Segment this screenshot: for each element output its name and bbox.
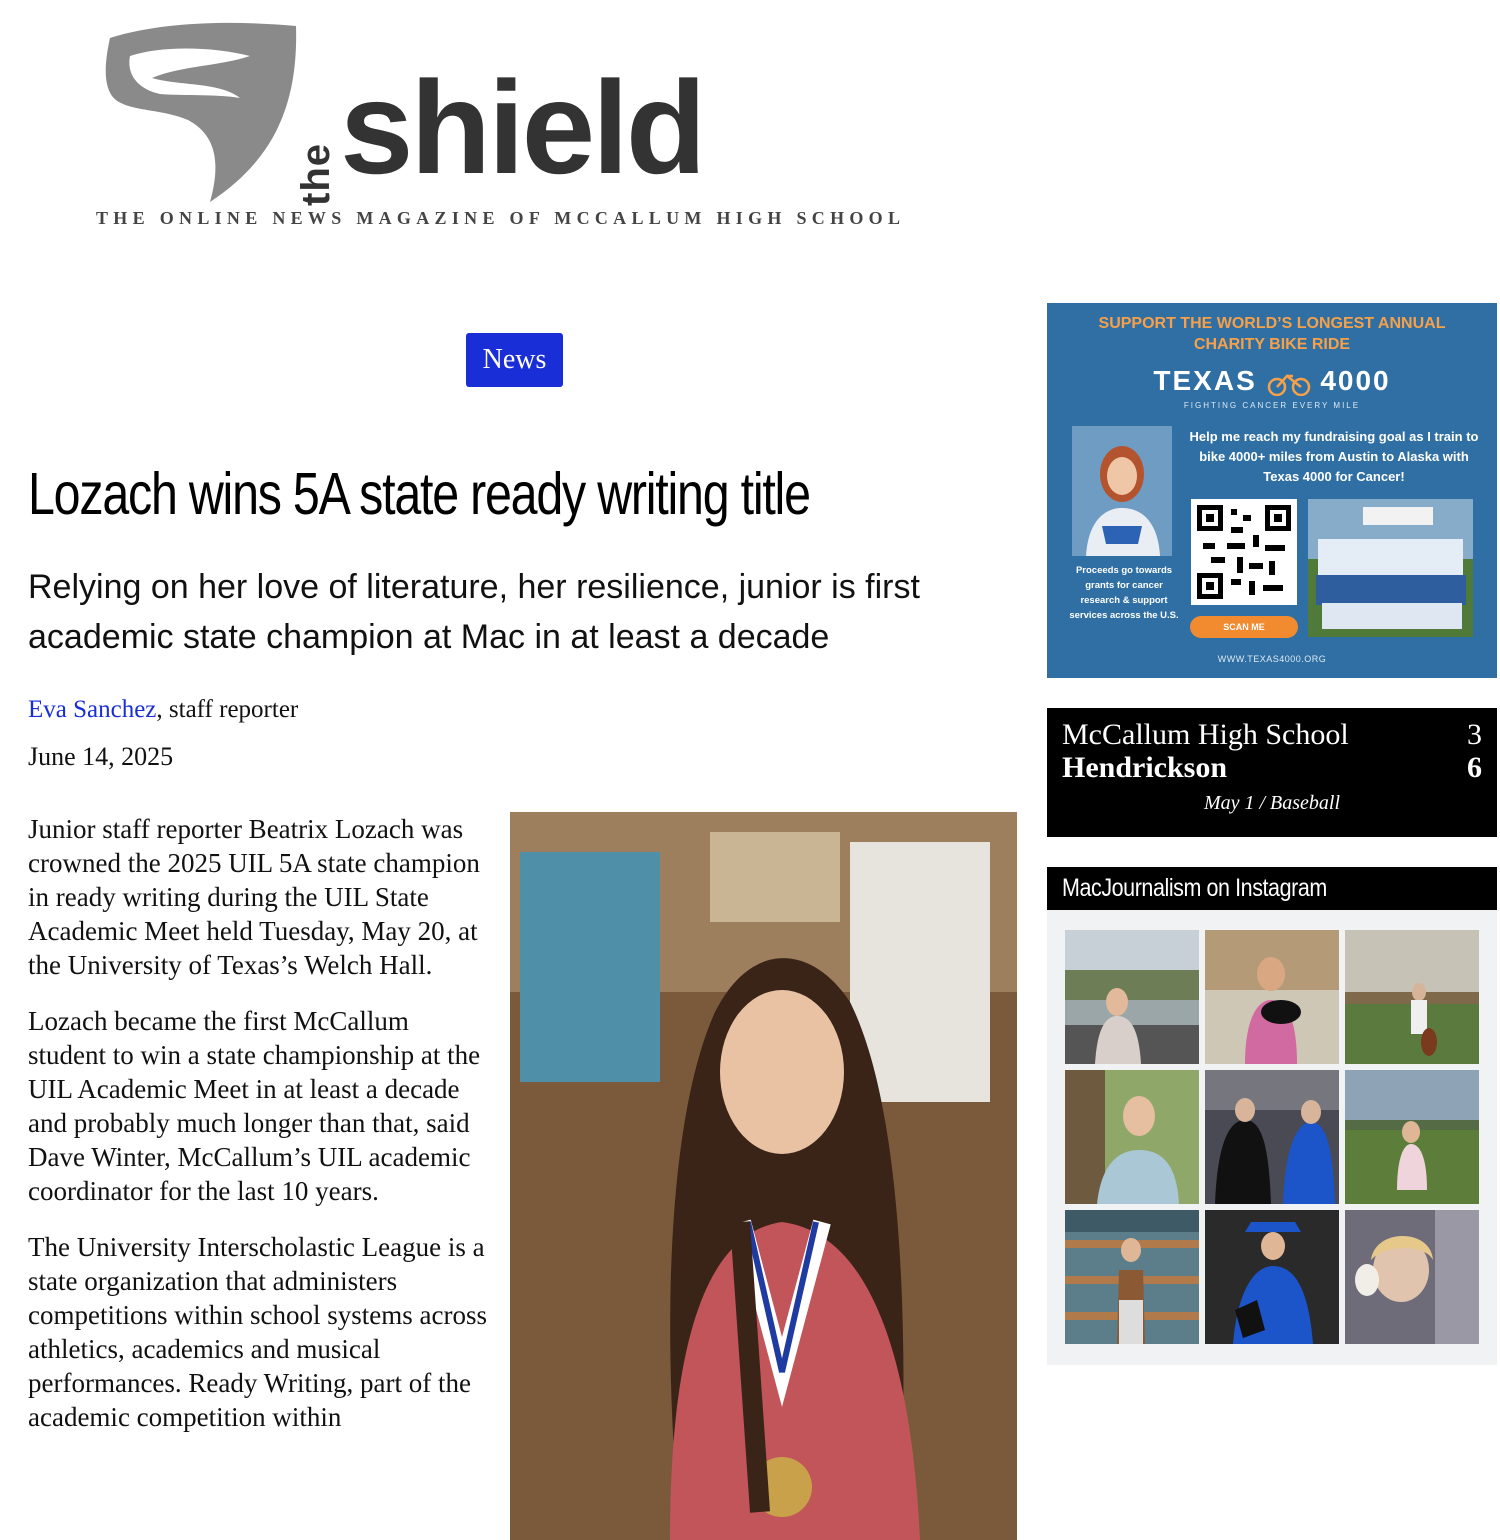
instagram-post[interactable] [1345, 930, 1479, 1064]
ad-rider-photo [1072, 426, 1172, 556]
instagram-post[interactable] [1345, 1210, 1479, 1344]
scoreboard-widget[interactable] [1047, 708, 1497, 837]
ad-note: Proceeds go towards grants for cancer research & support services across the U.S. [1069, 565, 1179, 621]
score-row-away [1062, 751, 1482, 785]
photo-illustration [510, 812, 1017, 1540]
ad-url[interactable]: WWW.TEXAS4000.ORG [1217, 654, 1327, 664]
qr-code-icon [1191, 499, 1297, 605]
logo-the-text: the [294, 143, 338, 206]
instagram-post[interactable] [1065, 930, 1199, 1064]
article-paragraph: Junior staff reporter Beatrix Lozach was crowned the 2025 UIL 5A state champion in ready writing during the UIL State Academic Meet held Tuesday, May 20, at the University of Texas’s Welch Hall. [28, 814, 480, 980]
instagram-post[interactable] [1345, 1070, 1479, 1204]
ad-team-photo [1308, 499, 1473, 637]
ad-headline-line-1: SUPPORT THE WORLD’S LONGEST ANNUAL [1098, 315, 1446, 332]
ad-logo [1047, 365, 1497, 397]
scan-me-button[interactable]: SCAN ME [1190, 616, 1298, 638]
instagram-grid [1065, 930, 1479, 1344]
ad-logo-sub: FIGHTING CANCER EVERY MILE [1183, 401, 1361, 410]
article-subhead: Relying on her love of literature, her resilience, junior is first academic state champion at Mac in at least a decade [28, 568, 920, 656]
team-score: 3 [1467, 718, 1482, 751]
instagram-post[interactable] [1205, 1210, 1339, 1344]
ad-headline [1047, 313, 1497, 355]
game-meta: May 1 / Baseball [1203, 792, 1341, 814]
team-name: Hendrickson [1062, 751, 1228, 784]
site-masthead[interactable] [96, 14, 1026, 244]
author-link[interactable]: Eva Sanchez [28, 696, 157, 723]
article-paragraph: The University Interscholastic League is a state organization that administers competitions within school systems across athletics, academics and musical performances. Ready Writing, part of the academic competition within [28, 1232, 487, 1432]
ad-logo-right: 4000 [1320, 365, 1391, 396]
article-date: June 14, 2025 [28, 742, 174, 771]
instagram-post[interactable] [1205, 930, 1339, 1064]
ad-message: Help me reach my fundraising goal as I train to bike 4000+ miles from Austin to Alaska with Texas 4000 for Cancer! [1189, 429, 1479, 484]
instagram-post[interactable] [1065, 1070, 1199, 1204]
article-body [28, 812, 488, 1456]
instagram-post[interactable] [1205, 1070, 1339, 1204]
team-name: McCallum High School [1062, 718, 1349, 751]
author-role: , staff reporter [156, 696, 299, 723]
article-headline: Lozach wins 5A state ready writing title [28, 461, 810, 527]
article-paragraph: Lozach became the first McCallum student to win a state championship at the UIL Academic Meet in at least a decade and probably much longer than that, said Dave Winter, McCallum’s UIL academic coordinator for the last 10 years. [28, 1006, 481, 1206]
score-row-home [1062, 718, 1482, 752]
shield-logo-icon [100, 16, 300, 204]
texas4000-ad[interactable] [1047, 303, 1497, 678]
logo-wordmark: shield [340, 54, 704, 201]
instagram-widget-title: MacJournalism on Instagram [1047, 867, 1497, 910]
instagram-post[interactable] [1065, 1210, 1199, 1344]
category-tag-news[interactable]: News [466, 333, 563, 387]
ad-headline-line-2: CHARITY BIKE RIDE [1193, 336, 1351, 353]
article-photo[interactable] [510, 812, 1017, 1540]
site-tagline: THE ONLINE NEWS MAGAZINE OF MCCALLUM HIGH SCHOOL [96, 208, 906, 228]
article-byline [28, 696, 298, 724]
team-score: 6 [1467, 751, 1482, 784]
instagram-feed [1047, 910, 1497, 1365]
bicycle-icon [1267, 370, 1311, 396]
ad-logo-left: TEXAS [1153, 365, 1257, 396]
